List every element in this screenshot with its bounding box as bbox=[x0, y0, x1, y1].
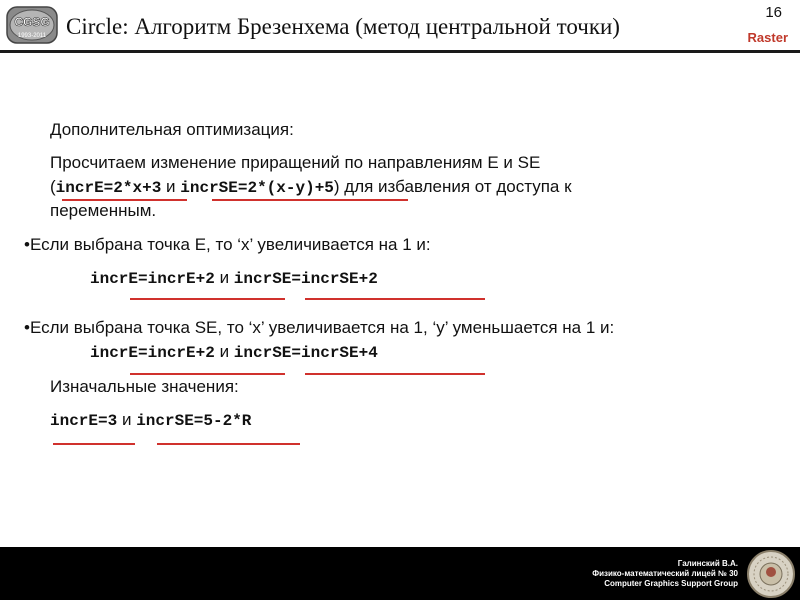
footer-bar bbox=[0, 547, 800, 600]
footer-credits bbox=[592, 559, 738, 589]
footer-school: Физико-математический лицей № 30 bbox=[592, 569, 738, 578]
conjunction-and: и bbox=[121, 410, 132, 429]
code-incrSE-update: incrSE=incrSE+4 bbox=[233, 344, 378, 362]
underline-initial-code1 bbox=[53, 443, 135, 445]
underline-bullet-e-code2 bbox=[305, 298, 485, 300]
bullet-e-code bbox=[90, 266, 378, 291]
code-incrSE-update: incrSE=incrSE+2 bbox=[233, 270, 378, 288]
conjunction-and: и bbox=[166, 177, 176, 196]
code-incrE-update: incrE=incrE+2 bbox=[90, 344, 215, 362]
school-seal-icon bbox=[746, 549, 796, 599]
underline-incrE-formula bbox=[62, 199, 187, 201]
underline-initial-code2 bbox=[157, 443, 300, 445]
paren-open: ( bbox=[50, 177, 56, 196]
footer-author: Галинский В.А. bbox=[677, 559, 738, 568]
paragraph-line-2 bbox=[50, 175, 572, 200]
initial-values-label: Изначальные значения: bbox=[50, 377, 239, 396]
section-label: Raster bbox=[747, 30, 788, 45]
bullet-se-code bbox=[90, 340, 378, 365]
paragraph-line-2-tail: ) для избавления от доступа к bbox=[333, 177, 572, 196]
bullet-point-e: •Если выбрана точка E, то ‘x’ увеличивается на 1 и: bbox=[24, 235, 431, 254]
code-incrE-formula: incrE=2*x+3 bbox=[55, 179, 162, 197]
code-incrE-initial: incrE=3 bbox=[50, 412, 118, 430]
page-number: 16 bbox=[765, 4, 782, 21]
logo-text-top: CGSG bbox=[14, 15, 50, 29]
code-incrSE-formula: incrSE=2*(x-y)+5 bbox=[180, 179, 334, 197]
logo-text-bottom: 1993-2011 bbox=[17, 33, 47, 39]
initial-values-code bbox=[50, 408, 251, 433]
underline-bullet-e-code1 bbox=[130, 298, 285, 300]
conjunction-and: и bbox=[219, 268, 230, 287]
code-incrE-update: incrE=incrE+2 bbox=[90, 270, 215, 288]
paragraph-line-3: переменным. bbox=[50, 201, 157, 220]
cgsg-logo bbox=[6, 4, 58, 46]
underline-bullet-se-code2 bbox=[305, 373, 485, 375]
conjunction-and: и bbox=[219, 342, 230, 361]
footer-group: Computer Graphics Support Group bbox=[604, 579, 738, 588]
intro-text: Дополнительная оптимизация: bbox=[50, 120, 294, 139]
paragraph-line-1: Просчитаем изменение приращений по направлениям E и SE bbox=[50, 153, 541, 172]
bullet-point-se: •Если выбрана точка SE, то ‘x’ увеличивается на 1, ‘y’ уменьшается на 1 и: bbox=[24, 318, 615, 337]
underline-incrSE-formula bbox=[212, 199, 408, 201]
code-incrSE-initial: incrSE=5-2*R bbox=[136, 412, 252, 430]
header-divider bbox=[0, 50, 800, 53]
slide-title: Circle: Алгоритм Брезенхема (метод центральной точки) bbox=[66, 14, 620, 39]
